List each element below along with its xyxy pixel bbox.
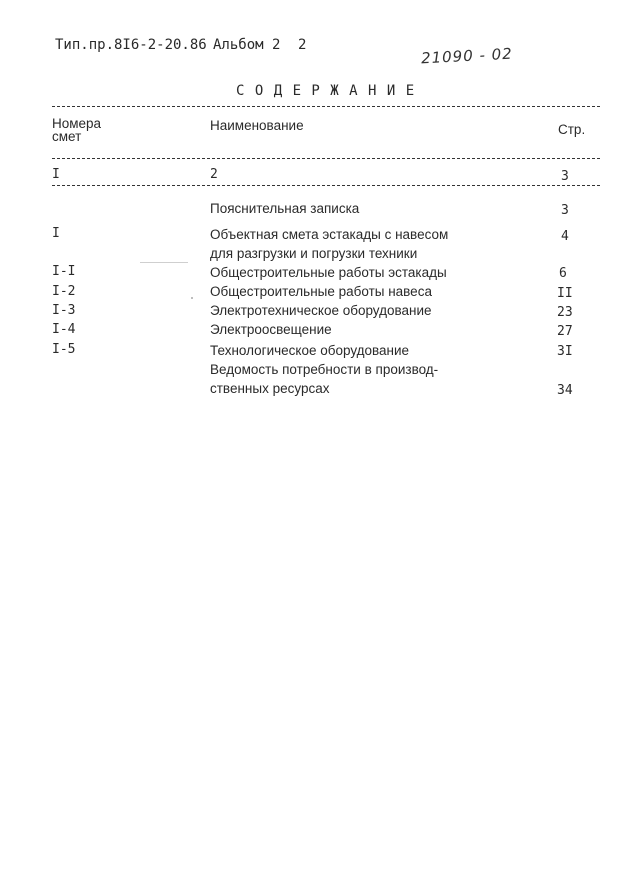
row-title-continuation: ственных ресурсах [210, 381, 330, 396]
row-number: I-4 [52, 322, 76, 337]
document-code: Тип.пр.8I6-2-20.86 [55, 37, 207, 53]
column-header-name: Наименование [210, 118, 304, 133]
rule-top [52, 106, 600, 107]
row-page: 27 [557, 324, 573, 339]
row-page: 3I [557, 344, 573, 359]
album-label: Альбом 2 [213, 37, 281, 53]
scan-speck [191, 297, 193, 299]
row-title: Технологическое оборудование [210, 343, 410, 358]
row-page: 34 [557, 383, 573, 398]
column-header-page: Стр. [558, 122, 586, 137]
column-header-number-line1: Номера [52, 116, 102, 131]
column-index-number: I [52, 167, 60, 182]
rule-index-bottom [52, 185, 600, 186]
rule-header-bottom [52, 158, 600, 159]
row-title: Объектная смета эстакады с навесом [210, 227, 449, 242]
row-page: 6 [559, 266, 567, 281]
row-title: Пояснительная записка [210, 201, 360, 216]
row-number: I [52, 226, 60, 241]
row-title: Электротехническое оборудование [210, 303, 432, 318]
row-title-continuation: для разгрузки и погрузки техники [210, 246, 418, 261]
row-title: Общестроительные работы эстакады [210, 265, 447, 280]
column-index-name: 2 [210, 167, 218, 182]
row-number: I-I [52, 264, 76, 279]
column-index-page: 3 [561, 169, 569, 184]
column-header-number-line2: смет [52, 129, 82, 144]
row-page: 4 [561, 229, 569, 244]
page-number: 2 [298, 37, 307, 53]
row-number: I-2 [52, 284, 76, 299]
row-title: Ведомость потребности в производ- [210, 362, 439, 377]
row-number: I-3 [52, 303, 76, 318]
handwritten-number: 21090 - 02 [420, 44, 514, 68]
page-title: С О Д Е Р Ж А Н И Е [236, 83, 416, 99]
row-page: 3 [561, 203, 569, 218]
row-title: Электроосвещение [210, 322, 332, 337]
scan-mark [140, 262, 188, 263]
row-number: I-5 [52, 342, 76, 357]
row-page: 23 [557, 305, 573, 320]
row-title: Общестроительные работы навеса [210, 284, 432, 299]
row-page: II [557, 286, 573, 301]
